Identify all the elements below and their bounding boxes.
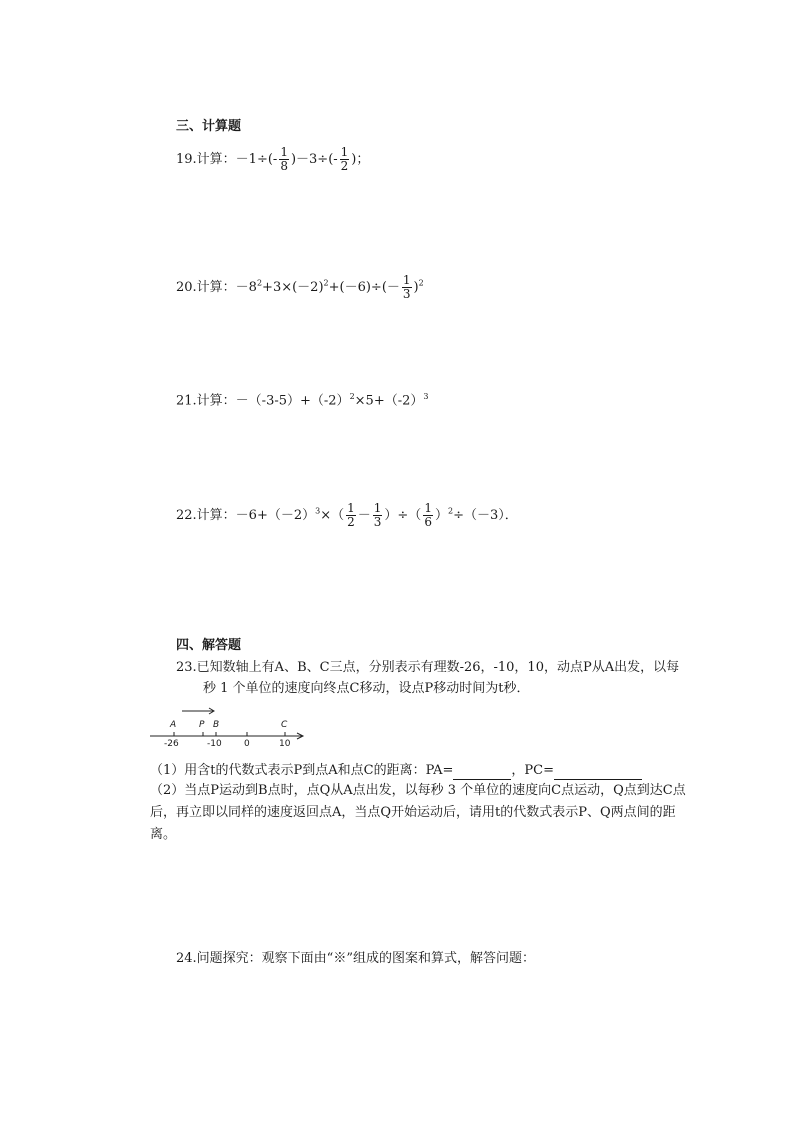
q21-prefix: 21.计算：－（-3-5）+（-2） [176, 393, 350, 409]
q22-mid2: ）÷（ [384, 508, 422, 523]
fraction-1-6 [423, 502, 433, 529]
pc-answer-blank[interactable] [554, 765, 642, 780]
q22-f1-num: 1 [347, 501, 355, 515]
q19-f1-num: 1 [280, 145, 288, 159]
q22-prefix: 22.计算：－6+（－2） [176, 508, 316, 523]
q22-mid1: ×（ [320, 508, 345, 523]
question-21 [176, 388, 428, 410]
q23-part1 [150, 762, 642, 780]
q21-exp2: 3 [423, 392, 429, 401]
q23-part2-line2: 后，再立即以同样的速度返回点A，当点Q开始运动后，请用t的代数式表示P、Q两点间的距 [150, 805, 676, 820]
q20-mid2: +(－6)÷(－ [328, 280, 400, 295]
q23-part1-prefix: （1）用含t的代数式表示P到点A和点C的距离：PA= [150, 763, 454, 778]
q23-line2: 秒 1 个单位的速度向终点C移动，设点P移动时间为t秒． [203, 681, 530, 696]
q21-mid: ×5+（-2） [354, 393, 424, 409]
section3-title: 三、计算题 [176, 119, 242, 134]
q20-prefix: 20.计算：－8 [176, 280, 257, 295]
fraction-1-3b [373, 502, 383, 529]
q22-f2-num: 1 [373, 501, 382, 515]
q23-part1-mid: ，PC= [511, 763, 555, 778]
q22-minus: － [357, 508, 371, 523]
q20-f-num: 1 [402, 273, 411, 287]
q22-exp2: 2 [447, 506, 454, 516]
q19-f2-den: 2 [340, 159, 349, 173]
q19-suffix: )； [351, 152, 370, 167]
q20-mid1: +3×(－2) [262, 280, 324, 295]
tick-label-neg10: -10 [207, 739, 222, 749]
fraction-1-8 [279, 146, 289, 173]
point-label-p: P [199, 720, 205, 730]
q19-mid: )－3÷(- [290, 152, 338, 167]
fraction-1-2 [340, 146, 350, 173]
q22-suffix: ÷（－3）． [453, 508, 518, 523]
point-label-b: B [213, 720, 220, 730]
pa-answer-blank[interactable] [453, 765, 511, 780]
number-line-figure [150, 703, 310, 755]
point-label-c: C [281, 720, 288, 730]
q20-close: ) [413, 280, 419, 295]
q20-exp1: 2 [256, 278, 263, 288]
q22-f3-num: 1 [424, 501, 432, 515]
point-label-a: A [170, 720, 177, 730]
q22-f1-den: 2 [347, 515, 355, 529]
q19-f2-num: 1 [340, 145, 349, 159]
q22-f3-den: 6 [424, 515, 432, 529]
fraction-1-3 [402, 274, 412, 301]
question-19 [176, 146, 369, 173]
q19-f1-den: 8 [280, 159, 288, 173]
q22-f2-den: 3 [373, 515, 382, 529]
q23-part2-line1: （2）当点P运动到B点时，点Q从A点出发，以每秒 3 个单位的速度向C点运动，Q点到达C点 [150, 783, 686, 798]
q20-f-den: 3 [402, 287, 411, 301]
fraction-1-2b [346, 502, 356, 529]
q23-part2-line3: 离。 [150, 827, 177, 842]
tick-label-10: 10 [279, 739, 291, 749]
tick-label-0: 0 [244, 739, 250, 749]
q20-exp2: 2 [323, 278, 329, 288]
q23-line1: 23.已知数轴上有A、B、C三点，分别表示有理数-26，-10，10，动点P从A出发，以每 [176, 660, 680, 675]
q22-mid3: ） [434, 508, 448, 523]
q22-exp1: 3 [315, 506, 321, 516]
q19-prefix: 19.计算：－1÷(- [176, 152, 278, 167]
q21-exp1: 2 [349, 392, 355, 401]
section4-title: 四、解答题 [176, 638, 242, 653]
q20-exp3: 2 [418, 278, 424, 288]
question-24: 24.问题探究：观察下面由“※”组成的图案和算式，解答问题： [176, 951, 535, 966]
question-22 [176, 502, 518, 529]
question-20 [176, 274, 424, 301]
tick-label-neg26: -26 [164, 739, 179, 749]
